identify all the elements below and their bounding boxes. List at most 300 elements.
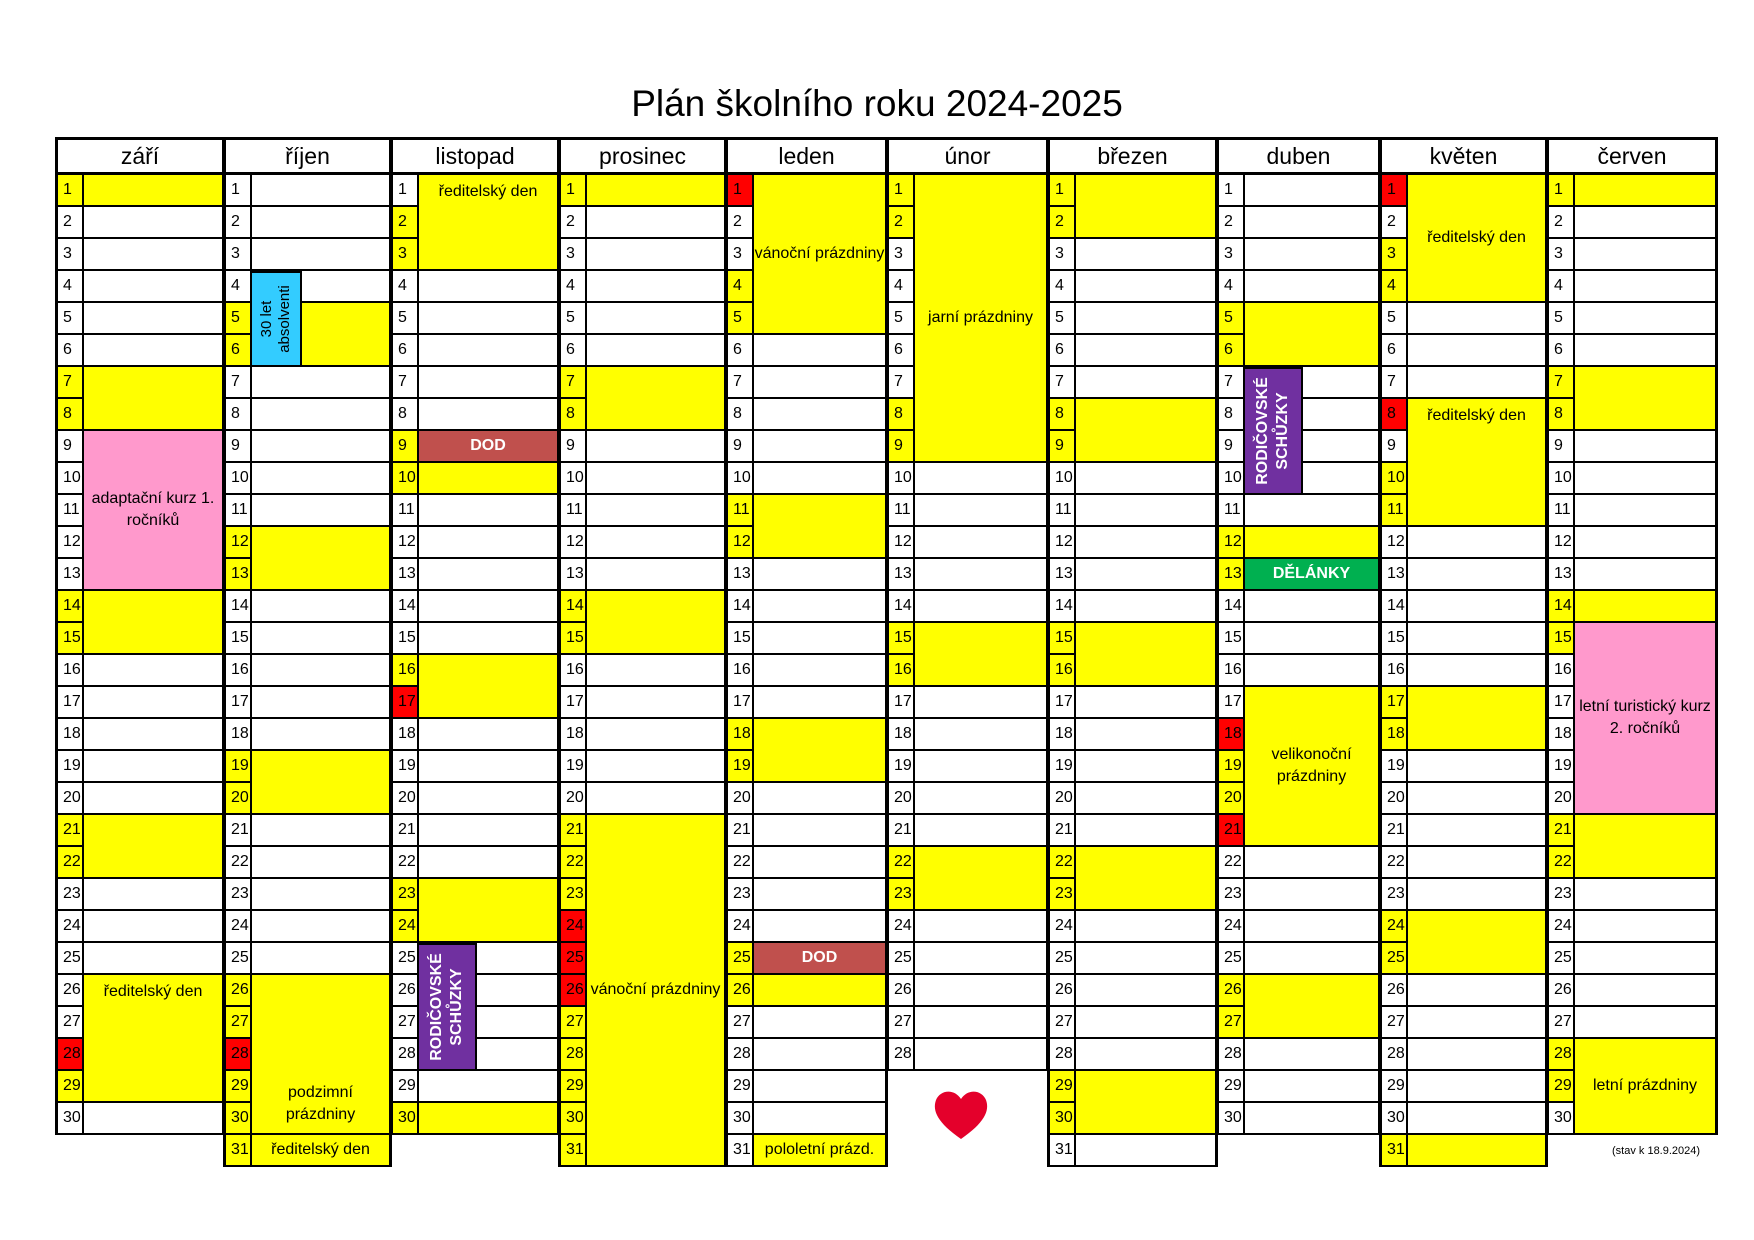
day-cell xyxy=(252,911,389,943)
day-number: 2 xyxy=(1050,207,1076,239)
day-number: 13 xyxy=(1549,559,1575,591)
day-number: 12 xyxy=(1050,527,1076,559)
day-number: 28 xyxy=(1050,1039,1076,1071)
month-name: září xyxy=(58,140,222,175)
day-cell xyxy=(754,367,885,399)
day-number: 12 xyxy=(393,527,419,559)
day-number: 11 xyxy=(1050,495,1076,527)
day-cell xyxy=(419,399,557,431)
day-number: 1 xyxy=(728,175,754,207)
month-column xyxy=(223,137,392,1167)
day-cell xyxy=(915,687,1046,719)
day-number: 8 xyxy=(1549,399,1575,431)
day-number: 13 xyxy=(1382,559,1408,591)
day-number: 3 xyxy=(1382,239,1408,271)
day-cell xyxy=(1575,1007,1715,1039)
day-number: 25 xyxy=(58,943,84,975)
day-cell xyxy=(84,303,222,335)
day-cell xyxy=(915,495,1046,527)
day-number: 7 xyxy=(58,367,84,399)
day-number: 25 xyxy=(393,943,419,975)
day-cell xyxy=(1575,431,1715,463)
day-number: 8 xyxy=(1382,399,1408,431)
day-cell xyxy=(1245,1039,1378,1071)
weekend-block xyxy=(84,175,222,207)
day-cell xyxy=(587,783,724,815)
day-number: 19 xyxy=(1549,751,1575,783)
day-cell xyxy=(252,463,389,495)
day-number: 31 xyxy=(226,1135,252,1167)
day-number: 11 xyxy=(393,495,419,527)
day-number: 13 xyxy=(393,559,419,591)
day-number: 24 xyxy=(889,911,915,943)
day-number: 12 xyxy=(1549,527,1575,559)
day-number: 17 xyxy=(728,687,754,719)
day-cell xyxy=(1245,495,1378,527)
day-number: 8 xyxy=(561,399,587,431)
day-number: 13 xyxy=(889,559,915,591)
day-cell xyxy=(84,783,222,815)
day-number: 16 xyxy=(1549,655,1575,687)
day-cell xyxy=(84,687,222,719)
day-number: 28 xyxy=(728,1039,754,1071)
day-number: 6 xyxy=(561,335,587,367)
event-block: letní prázdniny xyxy=(1575,1039,1715,1135)
day-cell xyxy=(587,207,724,239)
day-cell xyxy=(754,879,885,911)
weekend-block xyxy=(587,591,724,655)
day-cell xyxy=(1575,207,1715,239)
day-cell xyxy=(84,719,222,751)
day-number: 22 xyxy=(889,847,915,879)
day-cell xyxy=(419,719,557,751)
day-number: 23 xyxy=(1050,879,1076,911)
day-number: 22 xyxy=(561,847,587,879)
day-cell xyxy=(1575,943,1715,975)
day-number: 27 xyxy=(1382,1007,1408,1039)
day-cell xyxy=(84,879,222,911)
day-cell xyxy=(1575,239,1715,271)
day-cell xyxy=(419,335,557,367)
day-number: 25 xyxy=(561,943,587,975)
day-number: 5 xyxy=(1549,303,1575,335)
day-cell xyxy=(419,815,557,847)
day-number: 12 xyxy=(889,527,915,559)
weekend-block xyxy=(754,719,885,783)
day-number: 22 xyxy=(1050,847,1076,879)
day-cell xyxy=(915,463,1046,495)
day-number: 26 xyxy=(393,975,419,1007)
day-cell xyxy=(1076,527,1215,559)
heart-shape xyxy=(935,1092,987,1139)
day-number: 5 xyxy=(58,303,84,335)
day-number: 25 xyxy=(1050,943,1076,975)
day-number: 18 xyxy=(728,719,754,751)
day-number: 9 xyxy=(393,431,419,463)
day-number: 18 xyxy=(889,719,915,751)
day-cell xyxy=(252,495,389,527)
day-number: 27 xyxy=(393,1007,419,1039)
month-column xyxy=(558,137,727,1167)
day-number: 8 xyxy=(889,399,915,431)
day-number: 2 xyxy=(728,207,754,239)
parent-meetings-label xyxy=(1243,367,1303,495)
day-number: 26 xyxy=(1219,975,1245,1007)
day-number: 13 xyxy=(1050,559,1076,591)
day-number: 3 xyxy=(889,239,915,271)
day-number: 31 xyxy=(561,1135,587,1167)
weekend-block xyxy=(1575,591,1715,623)
day-cell xyxy=(754,783,885,815)
day-number: 19 xyxy=(889,751,915,783)
day-number: 29 xyxy=(226,1071,252,1103)
day-number: 10 xyxy=(58,463,84,495)
day-number: 26 xyxy=(728,975,754,1007)
day-cell xyxy=(84,943,222,975)
day-number: 4 xyxy=(889,271,915,303)
day-cell xyxy=(419,847,557,879)
day-cell xyxy=(1408,879,1545,911)
vertical-text: 30 let absolventi xyxy=(258,285,293,353)
day-number: 14 xyxy=(226,591,252,623)
day-number: 3 xyxy=(58,239,84,271)
day-cell xyxy=(1245,207,1378,239)
day-number: 9 xyxy=(1219,431,1245,463)
day-number: 22 xyxy=(728,847,754,879)
event-block: ředitelský den xyxy=(419,175,557,271)
day-number: 24 xyxy=(1549,911,1575,943)
day-number: 7 xyxy=(561,367,587,399)
month-name: únor xyxy=(889,140,1046,175)
day-number: 25 xyxy=(1549,943,1575,975)
day-cell xyxy=(754,623,885,655)
day-cell xyxy=(1575,495,1715,527)
day-cell xyxy=(1408,303,1545,335)
day-number: 24 xyxy=(58,911,84,943)
day-number: 23 xyxy=(1549,879,1575,911)
event-block: ředitelský den xyxy=(84,975,222,1103)
day-number: 5 xyxy=(1219,303,1245,335)
day-cell xyxy=(1245,655,1378,687)
day-number: 2 xyxy=(58,207,84,239)
day-number: 11 xyxy=(1219,495,1245,527)
day-number: 17 xyxy=(561,687,587,719)
day-cell xyxy=(1076,1039,1215,1071)
day-number: 16 xyxy=(889,655,915,687)
day-cell xyxy=(754,1103,885,1135)
day-cell xyxy=(252,623,389,655)
day-cell xyxy=(1575,463,1715,495)
day-number: 22 xyxy=(58,847,84,879)
day-cell xyxy=(1076,687,1215,719)
day-cell xyxy=(1076,463,1215,495)
parent-meetings-label xyxy=(417,943,477,1071)
event-block: DOD xyxy=(419,431,557,463)
day-number: 9 xyxy=(728,431,754,463)
day-number: 24 xyxy=(561,911,587,943)
day-number: 13 xyxy=(58,559,84,591)
day-number: 26 xyxy=(889,975,915,1007)
day-cell xyxy=(419,271,557,303)
day-number: 11 xyxy=(1382,495,1408,527)
event-block: letní turistický kurz 2. ročníků xyxy=(1575,623,1715,815)
day-number: 1 xyxy=(58,175,84,207)
day-cell xyxy=(915,1039,1046,1071)
month-column xyxy=(1546,137,1718,1135)
day-number: 29 xyxy=(1549,1071,1575,1103)
day-number: 24 xyxy=(393,911,419,943)
month-column xyxy=(390,137,560,1135)
day-number: 15 xyxy=(889,623,915,655)
weekend-block xyxy=(1408,687,1545,751)
day-number: 23 xyxy=(889,879,915,911)
weekend-block xyxy=(252,751,389,815)
day-cell xyxy=(915,975,1046,1007)
weekend-block xyxy=(1245,303,1378,367)
month-name: prosinec xyxy=(561,140,724,175)
day-number: 11 xyxy=(226,495,252,527)
day-cell xyxy=(1245,1071,1378,1103)
month-column xyxy=(886,137,1049,1071)
day-number: 4 xyxy=(728,271,754,303)
weekend-block xyxy=(1076,1071,1215,1135)
day-cell xyxy=(84,271,222,303)
month-name: říjen xyxy=(226,140,389,175)
day-number: 2 xyxy=(889,207,915,239)
day-cell xyxy=(419,591,557,623)
page-title: Plán školního roku 2024-2025 xyxy=(631,83,1123,124)
day-number: 4 xyxy=(1219,271,1245,303)
weekend-block xyxy=(587,175,724,207)
weekend-block xyxy=(1575,815,1715,879)
day-cell xyxy=(754,559,885,591)
day-cell xyxy=(915,527,1046,559)
day-number: 5 xyxy=(728,303,754,335)
day-cell xyxy=(754,815,885,847)
day-number: 23 xyxy=(393,879,419,911)
day-number: 9 xyxy=(561,431,587,463)
day-number: 7 xyxy=(226,367,252,399)
day-number: 15 xyxy=(1382,623,1408,655)
day-cell xyxy=(1245,879,1378,911)
day-number: 27 xyxy=(1549,1007,1575,1039)
day-number: 31 xyxy=(1050,1135,1076,1167)
day-cell xyxy=(915,1007,1046,1039)
day-number: 27 xyxy=(728,1007,754,1039)
day-number: 7 xyxy=(1549,367,1575,399)
day-number: 19 xyxy=(561,751,587,783)
day-number: 4 xyxy=(561,271,587,303)
day-number: 5 xyxy=(226,303,252,335)
month-column xyxy=(1047,137,1218,1167)
day-number: 6 xyxy=(1382,335,1408,367)
day-number: 7 xyxy=(1382,367,1408,399)
day-number: 3 xyxy=(1050,239,1076,271)
day-number: 18 xyxy=(1549,719,1575,751)
day-number: 27 xyxy=(226,1007,252,1039)
day-cell xyxy=(84,911,222,943)
day-number: 19 xyxy=(58,751,84,783)
day-number: 16 xyxy=(226,655,252,687)
day-number: 5 xyxy=(1382,303,1408,335)
day-number: 30 xyxy=(1549,1103,1575,1135)
day-number: 5 xyxy=(561,303,587,335)
day-cell xyxy=(1076,1135,1215,1167)
day-cell xyxy=(1575,303,1715,335)
day-number: 28 xyxy=(1549,1039,1575,1071)
day-number: 17 xyxy=(1050,687,1076,719)
day-number: 15 xyxy=(561,623,587,655)
day-number: 24 xyxy=(1219,911,1245,943)
day-number: 9 xyxy=(226,431,252,463)
day-number: 21 xyxy=(889,815,915,847)
day-number: 3 xyxy=(561,239,587,271)
day-cell xyxy=(1076,751,1215,783)
day-number: 25 xyxy=(1219,943,1245,975)
day-number: 9 xyxy=(889,431,915,463)
day-cell xyxy=(84,239,222,271)
day-number: 19 xyxy=(728,751,754,783)
day-cell xyxy=(1245,271,1378,303)
day-number: 10 xyxy=(728,463,754,495)
day-number: 16 xyxy=(1382,655,1408,687)
weekend-block xyxy=(419,1103,557,1135)
day-number: 30 xyxy=(561,1103,587,1135)
weekend-block xyxy=(1076,623,1215,687)
day-number: 13 xyxy=(1219,559,1245,591)
day-number: 5 xyxy=(393,303,419,335)
weekend-block xyxy=(1076,175,1215,239)
day-number: 16 xyxy=(393,655,419,687)
day-cell xyxy=(915,911,1046,943)
day-number: 7 xyxy=(1219,367,1245,399)
day-cell xyxy=(587,271,724,303)
day-number: 22 xyxy=(1382,847,1408,879)
day-number: 30 xyxy=(1382,1103,1408,1135)
day-cell xyxy=(1245,239,1378,271)
day-number: 6 xyxy=(1549,335,1575,367)
day-number: 21 xyxy=(226,815,252,847)
day-number: 25 xyxy=(226,943,252,975)
day-number: 10 xyxy=(561,463,587,495)
day-number: 1 xyxy=(1219,175,1245,207)
day-cell xyxy=(1575,527,1715,559)
day-number: 12 xyxy=(728,527,754,559)
day-number: 11 xyxy=(728,495,754,527)
day-cell xyxy=(1408,335,1545,367)
day-cell xyxy=(1408,655,1545,687)
month-column xyxy=(1379,137,1548,1167)
day-number: 6 xyxy=(728,335,754,367)
day-number: 30 xyxy=(393,1103,419,1135)
day-number: 1 xyxy=(226,175,252,207)
day-number: 13 xyxy=(226,559,252,591)
day-cell xyxy=(419,623,557,655)
day-cell xyxy=(1408,815,1545,847)
day-number: 15 xyxy=(728,623,754,655)
day-number: 3 xyxy=(1549,239,1575,271)
day-cell xyxy=(587,655,724,687)
day-number: 29 xyxy=(1382,1071,1408,1103)
day-number: 18 xyxy=(226,719,252,751)
day-number: 17 xyxy=(1549,687,1575,719)
day-cell xyxy=(1245,591,1378,623)
day-number: 15 xyxy=(1549,623,1575,655)
day-number: 28 xyxy=(393,1039,419,1071)
weekend-block xyxy=(754,975,885,1007)
day-number: 9 xyxy=(58,431,84,463)
day-cell xyxy=(252,719,389,751)
day-number: 8 xyxy=(1219,399,1245,431)
day-cell xyxy=(1076,783,1215,815)
day-cell xyxy=(419,495,557,527)
day-number: 23 xyxy=(58,879,84,911)
day-number: 26 xyxy=(226,975,252,1007)
day-number: 25 xyxy=(728,943,754,975)
day-number: 4 xyxy=(226,271,252,303)
day-cell xyxy=(1408,783,1545,815)
day-number: 8 xyxy=(58,399,84,431)
day-number: 15 xyxy=(1219,623,1245,655)
day-number: 5 xyxy=(1050,303,1076,335)
day-number: 11 xyxy=(1549,495,1575,527)
event-block: ředitelský den xyxy=(1408,399,1545,527)
weekend-block xyxy=(1408,1135,1545,1167)
month-column xyxy=(55,137,225,1135)
day-number: 12 xyxy=(1382,527,1408,559)
weekend-block xyxy=(587,367,724,431)
day-number: 9 xyxy=(1382,431,1408,463)
day-number: 23 xyxy=(728,879,754,911)
day-cell xyxy=(1408,623,1545,655)
day-number: 22 xyxy=(393,847,419,879)
weekend-block xyxy=(419,463,557,495)
day-number: 28 xyxy=(561,1039,587,1071)
day-number: 11 xyxy=(889,495,915,527)
day-cell xyxy=(1076,271,1215,303)
day-number: 17 xyxy=(889,687,915,719)
day-cell xyxy=(419,367,557,399)
day-cell xyxy=(252,591,389,623)
day-cell xyxy=(915,815,1046,847)
day-cell xyxy=(587,527,724,559)
day-number: 21 xyxy=(1382,815,1408,847)
day-number: 28 xyxy=(889,1039,915,1071)
month-name: duben xyxy=(1219,140,1378,175)
day-cell xyxy=(1076,591,1215,623)
day-cell xyxy=(252,207,389,239)
day-number: 21 xyxy=(393,815,419,847)
day-number: 20 xyxy=(58,783,84,815)
day-cell xyxy=(754,1039,885,1071)
day-cell xyxy=(252,815,389,847)
month-column xyxy=(1216,137,1381,1135)
month-column xyxy=(725,137,888,1167)
day-number: 8 xyxy=(728,399,754,431)
day-cell xyxy=(915,559,1046,591)
alumni-label xyxy=(250,271,302,367)
day-number: 19 xyxy=(226,751,252,783)
day-number: 20 xyxy=(561,783,587,815)
day-cell xyxy=(1076,239,1215,271)
vertical-text: RODIČOVSKÉ SCHŮZKY xyxy=(428,953,465,1061)
day-cell xyxy=(1245,1103,1378,1135)
day-cell xyxy=(252,175,389,207)
day-cell xyxy=(1408,847,1545,879)
day-number: 31 xyxy=(1382,1135,1408,1167)
day-cell xyxy=(419,751,557,783)
event-block: ředitelský den xyxy=(1408,175,1545,303)
